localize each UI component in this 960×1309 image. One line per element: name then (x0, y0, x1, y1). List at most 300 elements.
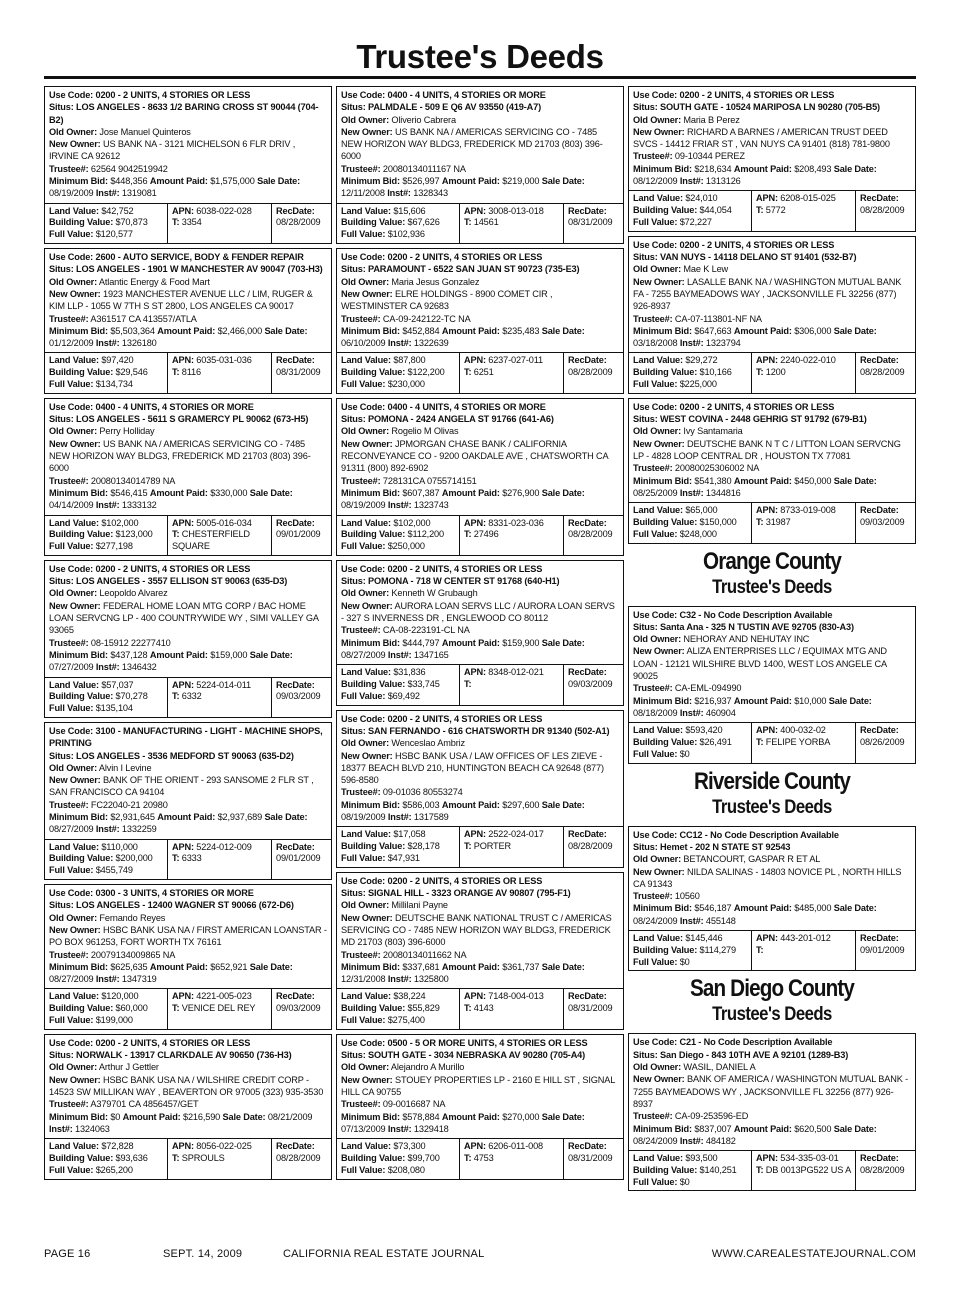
value-cell-values (337, 1139, 459, 1178)
situs-label: Situs: (633, 252, 658, 263)
building-value-value: $26,491 (699, 737, 732, 748)
sale-line (49, 325, 327, 350)
situs (341, 263, 619, 275)
deed-listing (336, 398, 624, 556)
deed-listing (44, 884, 332, 1030)
value-cell-recdate (563, 204, 623, 243)
value-cell-apn (167, 353, 271, 392)
new-owner-value: ALIZA ENTERPRISES LLC / EQUIMAX MTG AND LOAN - 12121 WILSHIRE BLVD 1400, WEST LOS ANGELE CA 90025 (633, 646, 887, 682)
recdate-value: 08/26/2009 (860, 737, 905, 748)
trustee-number (633, 1110, 911, 1122)
use-code-value: C21 - No Code Description Available (679, 1037, 833, 1048)
value-cell-apn (459, 516, 563, 555)
building-value (633, 737, 748, 749)
new-owner (633, 276, 911, 313)
tract-value: 6333 (181, 853, 202, 864)
minimum-bid-value: $578,884 (402, 1111, 440, 1122)
sale-date-value: 08/19/2009 (341, 812, 386, 823)
trustee-number-value: FC22040-21 20980 (90, 799, 168, 810)
trustee-number-value: 728131CA 0755714151 (382, 475, 477, 486)
land-value-value: $31,836 (393, 667, 426, 678)
full-value-label: Full Value: (341, 229, 386, 240)
use-code (341, 563, 619, 575)
situs-label: Situs: (633, 621, 658, 632)
minimum-bid-value: $448,356 (110, 176, 148, 187)
situs-label: Situs: (49, 900, 74, 911)
use-code-value: 0400 - 4 UNITS, 4 STORIES OR MORE (95, 401, 254, 412)
riverside-county-subtitle: Trustee's Deeds (712, 796, 832, 818)
building-value (633, 205, 748, 217)
recdate-label: RecDate: (276, 355, 315, 366)
land-value-value: $93,500 (685, 1153, 718, 1164)
sale-line (633, 902, 911, 927)
tract-label: T: (172, 1152, 180, 1163)
new-owner-label: New Owner: (49, 600, 101, 611)
minimum-bid-value: $2,931,645 (110, 812, 155, 823)
listing-details (45, 87, 331, 203)
full-value (633, 1177, 748, 1189)
trustee-number-label: Trustee#: (341, 475, 381, 486)
new-owner-label: New Owner: (49, 1074, 101, 1085)
minimum-bid-value: $546,187 (694, 903, 732, 914)
use-code-value: 0200 - 2 UNITS, 4 STORIES OR LESS (679, 401, 835, 412)
sale-date-label: Sale Date: (257, 176, 301, 187)
situs (49, 413, 327, 425)
full-value (341, 541, 456, 553)
full-value (49, 703, 164, 715)
land-value (49, 1141, 164, 1153)
use-code (49, 1037, 327, 1049)
new-owner (633, 866, 911, 891)
old-owner (633, 853, 911, 865)
land-value (341, 667, 456, 679)
apn-label: APN: (172, 991, 194, 1002)
building-value-label: Building Value: (341, 841, 406, 852)
old-owner-label: Old Owner: (49, 1062, 98, 1073)
tract (464, 367, 560, 379)
apn (756, 1153, 852, 1165)
value-cell-recdate (271, 204, 331, 243)
old-owner-value: Maria Jesus Gonzalez (391, 276, 480, 287)
inst-label: Inst#: (95, 338, 120, 349)
old-owner-label: Old Owner: (341, 900, 390, 911)
full-value (49, 1015, 164, 1027)
trustee-number-label: Trustee#: (633, 313, 673, 324)
minimum-bid-value: $444,797 (402, 637, 440, 648)
sale-date-value: 08/25/2009 (633, 487, 678, 498)
new-owner (341, 126, 619, 163)
new-owner (341, 1074, 619, 1099)
amount-paid-label: Amount Paid: (441, 487, 500, 498)
building-value (341, 841, 456, 853)
land-value-value: $42,752 (101, 205, 134, 216)
trustee-number-value: A361517 CA 413557/ATLA (90, 313, 197, 324)
value-cell-apn (751, 723, 855, 762)
amount-paid-label: Amount Paid: (157, 325, 216, 336)
land-value-label: Land Value: (49, 1141, 99, 1152)
full-value-value: $72,227 (679, 216, 712, 227)
trustee-number-value: CA-09-253596-ED (674, 1111, 749, 1122)
land-value-value: $38,224 (393, 991, 426, 1002)
full-value-label: Full Value: (633, 216, 678, 227)
value-table (629, 930, 915, 970)
sale-date-label: Sale Date: (249, 649, 293, 660)
orange-county-name: Orange County (703, 547, 841, 575)
situs-label: Situs: (341, 576, 366, 587)
listing-details (629, 827, 915, 930)
building-value-label: Building Value: (49, 217, 114, 228)
full-value-value: $47,931 (387, 852, 420, 863)
inst-value: 1333132 (121, 500, 157, 511)
new-owner-value: LASALLE BANK NA / WASHINGTON MUTUAL BANK FA - 7255 BAYMEADOWS WAY , JACKSONVILLE FL 32256 (877) 926-8937 (633, 276, 902, 312)
deed-listing (336, 86, 624, 244)
new-owner-label: New Owner: (49, 288, 101, 299)
new-owner (633, 126, 911, 151)
use-code-label: Use Code: (49, 401, 94, 412)
new-owner-value: US BANK NA / AMERICAS SERVICING CO - 7485 NEW HORIZON WAY BLDG3, FREDERICK MD 21703 (803) 396-6000 (341, 126, 603, 162)
deed-listing (44, 722, 332, 880)
value-cell-apn (459, 827, 563, 866)
land-value (341, 1141, 456, 1153)
value-cell-values (629, 191, 751, 230)
sale-date-label: Sale Date: (833, 903, 877, 914)
situs-value: POMONA - 2424 ANGELA ST 91766 (641-A6) (368, 414, 554, 425)
land-value (341, 829, 456, 841)
minimum-bid-value: $218,634 (694, 163, 732, 174)
tract (464, 679, 560, 691)
apn-label: APN: (172, 355, 194, 366)
value-cell-recdate (271, 353, 331, 392)
land-value-value: $57,037 (101, 679, 134, 690)
use-code-value: 0200 - 2 UNITS, 4 STORIES OR LESS (95, 90, 251, 100)
new-owner-label: New Owner: (49, 438, 101, 449)
sale-date-value: 08/24/2009 (633, 915, 678, 926)
situs-label: Situs: (49, 264, 74, 275)
tract (756, 367, 852, 379)
tract-label: T: (756, 1164, 764, 1175)
value-cell-recdate (271, 840, 331, 879)
tract-label: T: (172, 1003, 180, 1014)
land-value-label: Land Value: (341, 205, 391, 216)
tract-label: T: (464, 529, 472, 540)
building-value (49, 1153, 164, 1165)
building-value (341, 529, 456, 541)
tract-label: T: (172, 691, 180, 702)
trustee-number-value: 09-01036 80553274 (382, 787, 463, 798)
old-owner-value: Mae K Lew (683, 264, 729, 275)
inst-value: 1328343 (413, 188, 448, 199)
full-value-label: Full Value: (341, 852, 386, 863)
tract (756, 945, 852, 957)
sandiego-county-name: San Diego County (690, 975, 854, 1003)
minimum-bid-label: Minimum Bid: (341, 1111, 400, 1122)
tract-label: T: (172, 529, 180, 540)
value-cell-recdate (855, 191, 915, 230)
recdate-value: 08/31/2009 (568, 1152, 613, 1163)
amount-paid-label: Amount Paid: (149, 649, 208, 660)
apn-value: 2240-022-010 (780, 355, 836, 366)
trustee-number-value: 20080134014789 NA (90, 475, 176, 486)
land-value-value: $110,000 (101, 841, 138, 852)
trustee-number-value: 62564 9042519942 (90, 163, 168, 174)
use-code-value: 3100 - MANUFACTURING - LIGHT - MACHINE SHOPS, PRINTING (49, 725, 323, 749)
land-value-label: Land Value: (341, 667, 391, 678)
value-table (337, 352, 623, 392)
amount-paid-label: Amount Paid: (122, 1111, 181, 1122)
tract-value: VENICE DEL REY (181, 1003, 256, 1014)
full-value (49, 229, 164, 241)
deed-listing (628, 606, 916, 764)
situs-label: Situs: (633, 1049, 658, 1060)
apn-label: APN: (172, 841, 194, 852)
land-value-label: Land Value: (341, 517, 391, 528)
building-value-value: $112,200 (407, 529, 444, 540)
trustee-number-value: 20080134011662 NA (382, 949, 467, 960)
use-code-value: 0200 - 2 UNITS, 4 STORIES OR LESS (95, 1037, 251, 1048)
land-value-value: $102,000 (393, 517, 431, 528)
recdate-value: 08/28/2009 (860, 367, 905, 378)
value-cell-recdate (563, 516, 623, 555)
old-owner (633, 1061, 911, 1073)
full-value-label: Full Value: (341, 690, 386, 701)
use-code-label: Use Code: (633, 609, 678, 620)
apn (172, 518, 268, 530)
orange-county-subtitle: Trustee's Deeds (712, 576, 832, 598)
value-cell-recdate (271, 1139, 331, 1178)
sale-date-label: Sale Date: (541, 1111, 585, 1122)
amount-paid-value: $306,000 (794, 325, 832, 336)
deed-listing (336, 872, 624, 1030)
trustee-number-label: Trustee#: (49, 163, 89, 174)
situs-label: Situs: (341, 414, 366, 425)
full-value (341, 379, 456, 391)
inst-label: Inst#: (49, 1123, 73, 1134)
amount-paid-label: Amount Paid: (733, 1123, 792, 1134)
deed-listing (44, 1034, 332, 1180)
full-value-value: $102,936 (387, 229, 425, 240)
old-owner-label: Old Owner: (49, 126, 98, 137)
full-value-label: Full Value: (49, 1014, 94, 1025)
tract-label: T: (172, 217, 180, 228)
trustee-number-value: CA-09-242122-TC NA (382, 313, 471, 324)
apn-label: APN: (172, 517, 194, 528)
land-value-label: Land Value: (633, 193, 683, 204)
new-owner-value: HSBC BANK USA NA / WILSHIRE CREDIT CORP - 14523 SW MILLIKAN WAY , BEAVERTON OR 97005 (323) 935-3530 (49, 1074, 324, 1097)
trustee-number-label: Trustee#: (49, 313, 89, 324)
old-owner (341, 737, 619, 749)
old-owner-label: Old Owner: (341, 426, 390, 437)
inst-label: Inst#: (95, 824, 120, 835)
old-owner (341, 276, 619, 288)
building-value (633, 1165, 748, 1177)
building-value-value: $122,200 (407, 367, 445, 378)
situs (633, 1049, 911, 1061)
minimum-bid-value: $586,003 (402, 799, 440, 810)
new-owner (341, 600, 619, 625)
land-value-value: $24,010 (685, 193, 718, 204)
building-value-label: Building Value: (633, 1164, 698, 1175)
sale-date-value: 08/19/2009 (341, 500, 386, 511)
tract-value: 3354 (181, 217, 202, 228)
value-cell-values (629, 931, 751, 970)
value-cell-recdate (563, 989, 623, 1028)
apn (172, 1141, 268, 1153)
recdate-label: RecDate: (568, 517, 607, 528)
tract-value: 4143 (473, 1003, 494, 1014)
new-owner-value: JPMORGAN CHASE BANK / CALIFORNIA RECONVEYANCE CO - 9200 OAKDALE AVE , CHATSWORTH CA 91311 (800) 892-6902 (341, 438, 608, 474)
apn-label: APN: (756, 505, 778, 516)
value-cell-apn (167, 678, 271, 717)
recdate-label: RecDate: (276, 841, 315, 852)
sale-line (49, 961, 327, 986)
situs (341, 725, 619, 737)
full-value-label: Full Value: (633, 528, 678, 539)
trustee-number (49, 1098, 327, 1110)
deed-listing (628, 86, 916, 232)
minimum-bid-label: Minimum Bid: (49, 812, 108, 823)
value-cell-apn (751, 353, 855, 392)
sale-date-value: 12/11/2008 (341, 188, 385, 199)
trustee-number (49, 949, 327, 961)
trustee-number-value: 10560 (674, 891, 700, 902)
recdate-label: RecDate: (860, 193, 899, 204)
situs-label: Situs: (49, 576, 74, 587)
land-value (49, 680, 164, 692)
sale-date-value: 08/24/2009 (633, 1135, 678, 1146)
use-code-value: 0200 - 2 UNITS, 4 STORIES OR LESS (95, 563, 251, 574)
old-owner-label: Old Owner: (49, 762, 98, 773)
value-table (337, 826, 623, 866)
trustee-number-label: Trustee#: (49, 949, 89, 960)
use-code (49, 887, 327, 899)
new-owner (341, 288, 619, 313)
inst-value: 484182 (705, 1135, 736, 1146)
land-value (633, 193, 748, 205)
old-owner-value: Leopoldo Alvarez (99, 588, 168, 599)
land-value-label: Land Value: (341, 1141, 391, 1152)
situs-value: LOS ANGELES - 8633 1/2 BARING CROSS ST 90044 (704-B2) (49, 102, 319, 125)
minimum-bid-label: Minimum Bid: (633, 695, 692, 706)
value-cell-recdate (855, 353, 915, 392)
building-value-value: $99,700 (407, 1152, 440, 1163)
apn-value: 6206-011-008 (488, 1141, 543, 1152)
sale-date-label: Sale Date: (264, 812, 308, 823)
use-code-label: Use Code: (633, 1037, 678, 1048)
full-value (341, 853, 456, 865)
recdate-value: 09/01/2009 (276, 853, 321, 864)
building-value-label: Building Value: (49, 1003, 114, 1014)
value-cell-apn (459, 204, 563, 243)
tract (756, 1165, 852, 1177)
building-value-value: $93,636 (115, 1152, 148, 1163)
apn-label: APN: (756, 193, 778, 204)
use-code-label: Use Code: (49, 888, 94, 899)
sale-date-value: 06/10/2009 (341, 338, 386, 349)
full-value-value: $69,492 (387, 690, 420, 701)
value-table (45, 203, 331, 243)
footer-publication: CALIFORNIA REAL ESTATE JOURNAL (283, 1248, 485, 1260)
use-code (633, 609, 911, 621)
situs-label: Situs: (341, 725, 366, 736)
amount-paid-value: $235,483 (502, 325, 540, 336)
sale-line (341, 175, 619, 200)
building-value-value: $114,279 (699, 944, 736, 955)
full-value-value: $120,577 (95, 229, 133, 240)
amount-paid-label: Amount Paid: (441, 1111, 500, 1122)
use-code (341, 251, 619, 263)
footer-page: PAGE 16 (44, 1248, 91, 1260)
minimum-bid-value: $337,681 (402, 961, 440, 972)
trustee-number (341, 163, 619, 175)
situs-label: Situs: (49, 102, 74, 113)
amount-paid-label: Amount Paid: (733, 325, 792, 336)
amount-paid-value: $450,000 (794, 475, 832, 486)
land-value (341, 991, 456, 1003)
full-value-label: Full Value: (633, 956, 678, 967)
full-value (341, 229, 456, 241)
minimum-bid-label: Minimum Bid: (49, 649, 108, 660)
full-value (633, 749, 748, 761)
apn-label: APN: (464, 667, 486, 678)
new-owner (49, 288, 327, 313)
sale-date-label: Sale Date: (541, 176, 585, 187)
old-owner (633, 263, 911, 275)
sale-date-label: Sale Date: (833, 475, 877, 486)
new-owner (49, 438, 327, 475)
use-code-label: Use Code: (341, 252, 386, 263)
listing-details (45, 1035, 331, 1138)
value-cell-apn (167, 989, 271, 1028)
trustee-number (49, 637, 327, 649)
value-cell-values (45, 989, 167, 1028)
inst-value: 1347319 (121, 974, 157, 985)
value-cell-apn (167, 204, 271, 243)
old-owner-value: Millilani Payne (391, 900, 448, 911)
listing-details (45, 561, 331, 677)
deed-listing (336, 1034, 624, 1180)
deed-listing (44, 248, 332, 394)
sale-line (341, 325, 619, 350)
old-owner-value: Rogelio M Olivas (391, 426, 459, 437)
listing-details (337, 561, 623, 664)
value-table (45, 839, 331, 879)
land-value (341, 355, 456, 367)
value-cell-recdate (855, 723, 915, 762)
minimum-bid-value: $437,128 (110, 649, 148, 660)
apn (464, 355, 560, 367)
apn (756, 193, 852, 205)
use-code (633, 89, 911, 101)
situs-value: SOUTH GATE - 10524 MARIPOSA LN 90280 (705-B5) (660, 102, 880, 113)
recdate-label: RecDate: (568, 829, 607, 840)
sale-date-value: 07/27/2009 (49, 662, 94, 673)
minimum-bid-value: $837,007 (694, 1123, 732, 1134)
full-value (633, 529, 748, 541)
amount-paid-value: $485,000 (794, 903, 832, 914)
amount-paid-label: Amount Paid: (157, 812, 216, 823)
building-value-value: $140,251 (699, 1164, 737, 1175)
old-owner (341, 587, 619, 599)
land-value-label: Land Value: (49, 355, 99, 366)
new-owner-label: New Owner: (341, 600, 393, 611)
use-code-value: 0400 - 4 UNITS, 4 STORIES OR MORE (387, 90, 546, 100)
apn-label: APN: (464, 517, 486, 528)
situs-value: PARAMOUNT - 6522 SAN JUAN ST 90723 (735-E3) (368, 264, 580, 275)
apn-label: APN: (172, 205, 194, 216)
tract (172, 217, 268, 229)
recdate-label: RecDate: (860, 933, 899, 944)
deed-listing (336, 560, 624, 706)
